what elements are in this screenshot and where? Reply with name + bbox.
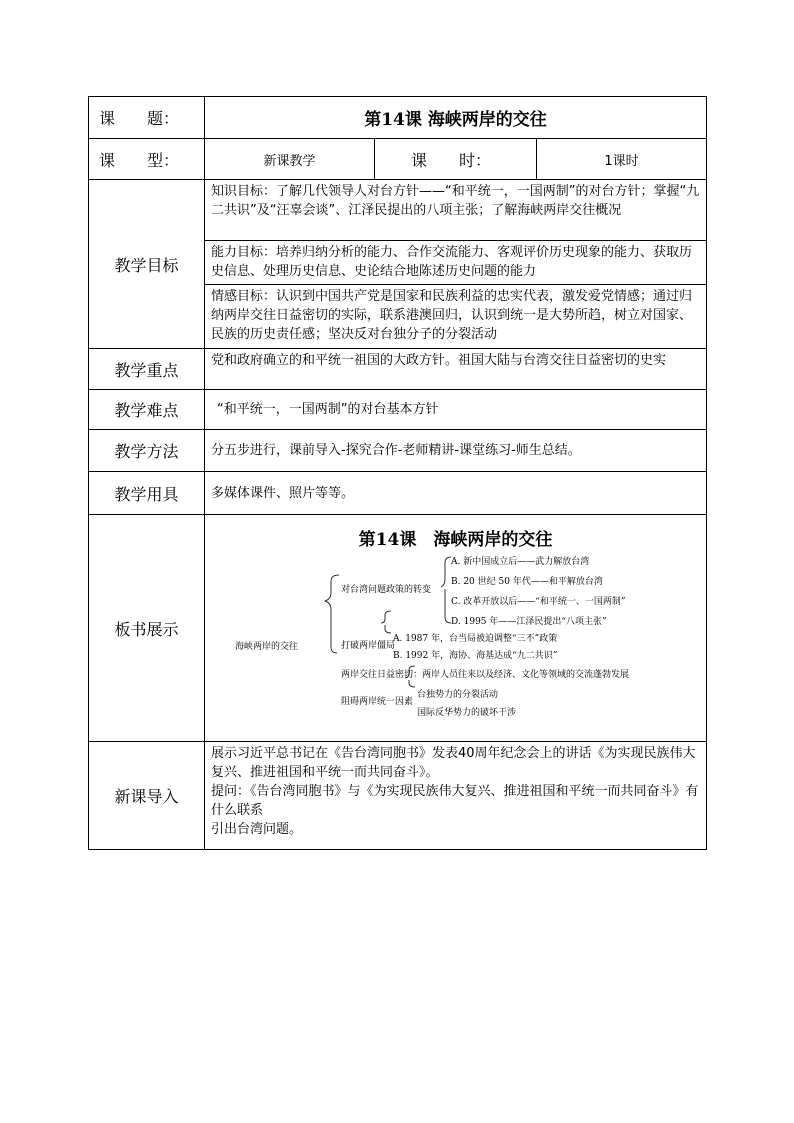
board-branch2: 打破两岸僵局 xyxy=(341,641,396,651)
branch2-bracket xyxy=(381,611,391,633)
board-diagram xyxy=(205,515,706,740)
board-row xyxy=(89,515,707,742)
root-bracket xyxy=(325,575,339,653)
topic-label: 课 题： xyxy=(89,97,205,139)
board-b1-item-d: D. 1995 年——江泽民提出“八项主张” xyxy=(451,617,607,627)
board-branch4: 阻碍两岸统一因素 xyxy=(341,697,414,707)
hours-value: 1课时 xyxy=(537,139,707,180)
focus-text: 党和政府确立的和平统一祖国的大政方针。祖国大陆与台湾交往日益密切的史实 xyxy=(205,349,707,390)
type-row xyxy=(89,139,707,180)
intro-label: 新课导入 xyxy=(89,742,205,850)
board-title: 第14课 海峡两岸的交往 xyxy=(358,530,553,550)
board-b2-item-a: A. 1987 年，台当局被迫调整“三不”政策 xyxy=(393,634,558,644)
board-label: 板书展示 xyxy=(89,515,205,742)
method-row xyxy=(89,430,707,472)
difficulty-text: “和平统一，一国两制”的对台基本方针 xyxy=(205,390,707,430)
method-label: 教学方法 xyxy=(89,430,205,472)
board-cell xyxy=(205,515,707,742)
branch1-bracket xyxy=(441,557,451,623)
objectives-label: 教学目标 xyxy=(89,180,205,349)
intro-cell xyxy=(205,742,707,850)
board-branch3: 两岸交往日益密切：两岸人员往来以及经济、文化等领域的交流蓬勃发展 xyxy=(341,670,630,680)
topic-value: 第14课 海峡两岸的交往 xyxy=(205,97,707,139)
intro-line-3: 引出台湾问题。 xyxy=(211,822,303,837)
method-text: 分五步进行，课前导入-探究合作-老师精讲-课堂练习-师生总结。 xyxy=(205,430,707,472)
tools-label: 教学用具 xyxy=(89,472,205,515)
difficulty-row xyxy=(89,390,707,430)
board-b4-item-b: 国际反华势力的破坏干涉 xyxy=(417,708,517,718)
type-value: 新课教学 xyxy=(205,139,375,180)
objectives-emotion: 情感目标：认识到中国共产党是国家和民族利益的忠实代表，激发爱党情感；通过归纳两岸交往日益密切的实际，联系港澳回归，认识到统一是大势所趋，树立对国家、民族的历史责任感；坚决反对台独分子的分裂活动 xyxy=(205,285,707,349)
board-b1-item-c: C. 改革开放以后——“和平统一、一国两制” xyxy=(451,597,626,607)
focus-row xyxy=(89,349,707,390)
intro-line-1: 展示习近平总书记在《告台湾同胞书》发表40周年纪念会上的讲话《为实现民族伟大复兴、推进祖国和平统一而共同奋斗》。 xyxy=(211,746,696,780)
hours-label: 课 时： xyxy=(375,139,537,180)
board-branch1: 对台湾问题政策的转变 xyxy=(341,585,432,595)
board-b4-item-a: 台独势力的分裂活动 xyxy=(417,690,499,700)
board-root: 海峡两岸的交往 xyxy=(235,642,299,652)
topic-row xyxy=(89,97,707,139)
focus-label: 教学重点 xyxy=(89,349,205,390)
board-b1-item-b: B. 20 世纪 50 年代——和平解放台湾 xyxy=(451,577,603,587)
difficulty-label: 教学难点 xyxy=(89,390,205,430)
lesson-plan-table xyxy=(88,96,707,850)
tools-text: 多媒体课件、照片等等。 xyxy=(205,472,707,515)
tools-row xyxy=(89,472,707,515)
objectives-ability: 能力目标：培养归纳分析的能力、合作交流能力、客观评价历史现象的能力、获取历史信息、处理历史信息、史论结合地陈述历史问题的能力 xyxy=(205,241,707,285)
board-b1-item-a: A. 新中国成立后——武力解放台湾 xyxy=(451,557,590,567)
intro-line-2: 提问：《告台湾同胞书》与《为实现民族伟大复兴、推进祖国和平统一而共同奋斗》有什么联系 xyxy=(211,784,699,818)
objectives-knowledge: 知识目标：了解几代领导人对台方针——“和平统一，一国两制”的对台方针；掌握“九二共识”及“汪辜会谈”、江泽民提出的八项主张；了解海峡两岸交往概况 xyxy=(205,180,707,241)
intro-row xyxy=(89,742,707,850)
type-label: 课 型： xyxy=(89,139,205,180)
board-b2-item-b: B. 1992 年，海协、海基达成“九二共识” xyxy=(393,651,558,661)
objectives-row-knowledge xyxy=(89,180,707,241)
